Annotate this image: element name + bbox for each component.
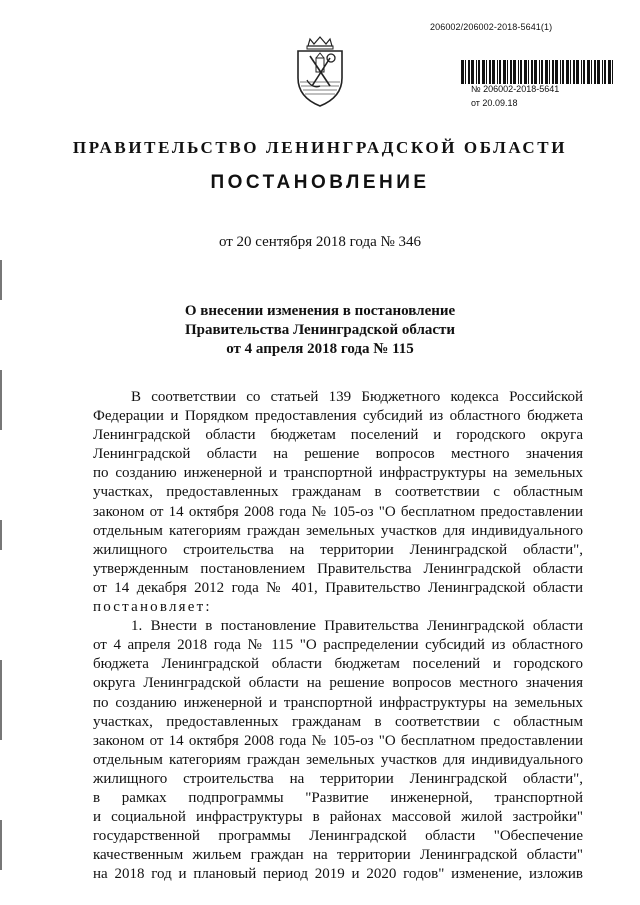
body-line: участках, предоставленных гражданам в соответствии с областным xyxy=(93,713,583,730)
body-line: 1. Внести в постановление Правительства Ленинградской области xyxy=(131,618,583,635)
body-line: от 14 декабря 2012 года № 401, Правительство Ленинградской области xyxy=(93,579,583,596)
body-line: качественным жильем граждан на территории Ленинградской области" xyxy=(93,847,583,864)
title-line: от 4 апреля 2018 года № 115 xyxy=(226,341,414,357)
document-body xyxy=(93,388,583,884)
body-line: постановляет: xyxy=(93,599,212,616)
organization-name: ПРАВИТЕЛЬСТВО ЛЕНИНГРАДСКОЙ ОБЛАСТИ xyxy=(72,138,568,157)
body-line: бюджета Ленинградской области бюджетам поселений и городского xyxy=(93,656,583,673)
body-line: Ленинградской области на решение вопросов местного значения xyxy=(93,446,583,463)
document-date-number: от 20 сентября 2018 года № 346 xyxy=(218,234,422,250)
coat-of-arms-icon xyxy=(292,36,348,108)
title-line: Правительства Ленинградской области xyxy=(184,322,456,338)
body-line: государственной программы Ленинградской области "Обеспечение xyxy=(93,828,583,845)
body-line: жилищного строительства на территории Ленинградской области", xyxy=(93,770,583,787)
body-line: законом от 14 октября 2008 года № 105-оз "О бесплатном предоставлении xyxy=(93,503,583,520)
body-line: Федерации и Порядком предоставления субсидий из областного бюджета xyxy=(93,408,583,425)
body-line: отдельным категориям граждан земельных участков для индивидуального xyxy=(93,751,583,768)
body-line: жилищного строительства на территории Ленинградской области", xyxy=(93,541,583,558)
body-line: на 2018 год и плановый период 2019 и 2020 годов" изменение, изложив xyxy=(93,866,583,883)
body-line: утвержденным постановлением Правительства Ленинградской области xyxy=(93,560,583,577)
document-type: ПОСТАНОВЛЕНИЕ xyxy=(210,172,430,193)
title-line: О внесении изменения в постановление xyxy=(184,303,456,319)
body-line: по созданию инженерной и транспортной инфраструктуры на земельных xyxy=(93,465,583,482)
body-line: Ленинградской области бюджетам поселений и городского округа xyxy=(93,427,583,444)
body-line: отдельным категориям граждан земельных участков для индивидуального xyxy=(93,522,583,539)
body-line: от 4 апреля 2018 года № 115 "О распределении субсидий из областного xyxy=(93,637,583,654)
barcode-number: № 206002-2018-5641 xyxy=(471,84,560,94)
barcode-icon xyxy=(461,60,616,84)
document-title xyxy=(0,302,640,359)
body-line: в рамках подпрограммы "Развитие инженерной, транспортной xyxy=(93,789,583,806)
barcode-date: от 20.09.18 xyxy=(471,98,518,108)
body-line: В соответствии со статьей 139 Бюджетного кодекса Российской xyxy=(131,389,583,405)
body-line: и социальной инфраструктуры в районах массовой жилой застройки" xyxy=(93,809,583,826)
body-line: законом от 14 октября 2008 года № 105-оз "О бесплатном предоставлении xyxy=(93,732,583,749)
registration-number: 206002/206002-2018-5641(1) xyxy=(430,22,553,32)
body-line: участках, предоставленных гражданам в соответствии с областным xyxy=(93,484,583,501)
body-line: округа Ленинградской области на решение вопросов местного значения xyxy=(93,675,583,692)
body-line: по созданию инженерной и транспортной инфраструктуры на земельных xyxy=(93,694,583,711)
